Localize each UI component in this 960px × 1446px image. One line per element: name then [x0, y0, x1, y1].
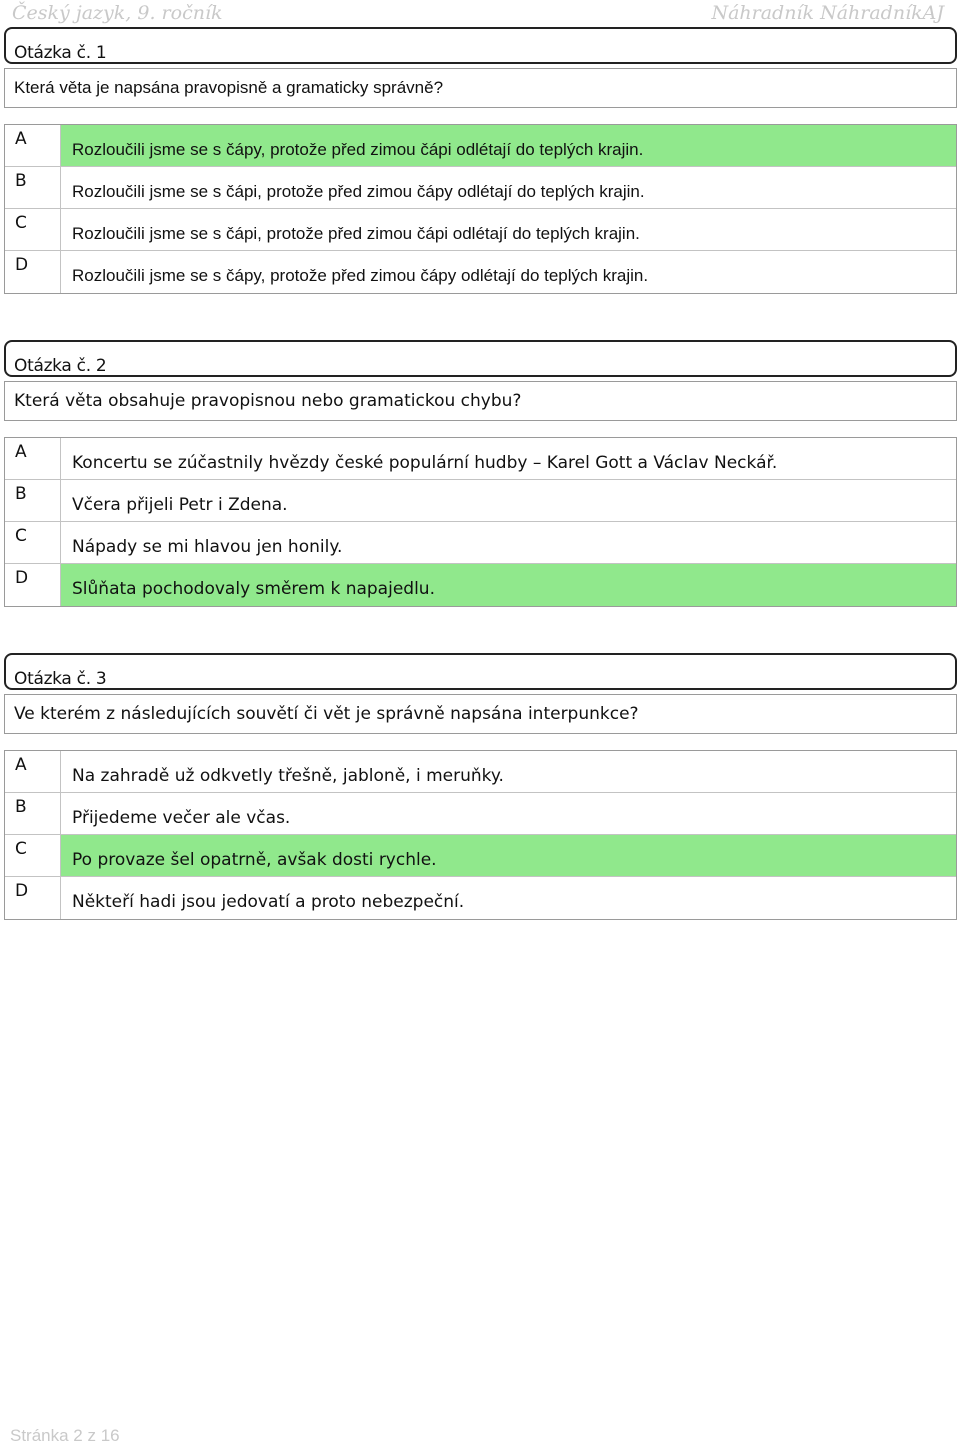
question-2	[4, 340, 957, 607]
answer-text: Někteří hadi jsou jedovatí a proto nebezpeční.	[72, 892, 465, 912]
question-title-box	[4, 27, 957, 64]
answer-text: Rozloučili jsme se s čápy, protože před zimou čápy odlétají do teplých krajin.	[72, 266, 649, 285]
answer-letter: C	[5, 835, 61, 876]
answer-letter: C	[5, 209, 61, 250]
header-author: Náhradník NáhradníkAJ	[711, 2, 944, 24]
answer-row-b[interactable]	[5, 480, 956, 522]
answer-row-c[interactable]	[5, 835, 956, 877]
emphasis-contains: obsahuje	[108, 391, 186, 411]
page-header	[0, 0, 960, 26]
answer-table	[4, 124, 957, 294]
answer-letter: D	[5, 877, 61, 919]
answer-text: Koncertu se zúčastnily hvězdy české populární hudby – Karel Gott a Václav Neckář.	[72, 453, 778, 473]
answer-letter: B	[5, 167, 61, 208]
question-1	[4, 27, 957, 294]
answer-row-d[interactable]	[5, 251, 956, 293]
answer-letter: D	[5, 251, 61, 293]
question-title: Otázka č. 3	[14, 669, 107, 689]
answer-letter: B	[5, 480, 61, 521]
answer-text: Včera přijeli Petr i Zdena.	[72, 495, 288, 515]
answer-text: Slůňata pochodovaly směrem k napajedlu.	[61, 564, 956, 606]
question-title: Otázka č. 2	[14, 356, 107, 376]
answer-row-c[interactable]	[5, 522, 956, 564]
answer-letter: C	[5, 522, 61, 563]
answer-text: Rozloučili jsme se s čápy, protože před zimou čápi odlétají do teplých krajin.	[61, 125, 956, 166]
answer-row-d[interactable]	[5, 877, 956, 919]
answer-text: Na zahradě už odkvetly třešně, jabloně, i meruňky.	[72, 766, 504, 786]
page-number: Stránka 2 z 16	[10, 1426, 120, 1445]
question-text-box	[4, 381, 957, 421]
answer-text: Rozloučili jsme se s čápi, protože před zimou čápy odlétají do teplých krajin.	[72, 182, 645, 201]
answer-text: Po provaze šel opatrně, avšak dosti rychle.	[61, 835, 956, 876]
answer-row-b[interactable]	[5, 167, 956, 209]
question-text-box	[4, 68, 957, 108]
answer-letter: A	[5, 751, 61, 792]
answer-row-a[interactable]	[5, 125, 956, 167]
answer-text: Rozloučili jsme se s čápi, protože před zimou čápi odlétají do teplých krajin.	[72, 224, 640, 243]
answer-row-a[interactable]	[5, 438, 956, 480]
header-subject: Český jazyk, 9. ročník	[12, 2, 223, 24]
question-text: Která věta je napsána pravopisně a gramaticky správně?	[14, 78, 444, 97]
answer-row-b[interactable]	[5, 793, 956, 835]
question-text-box	[4, 694, 957, 734]
answer-table	[4, 437, 957, 607]
answer-letter: A	[5, 125, 61, 166]
answer-row-d[interactable]	[5, 564, 956, 606]
answer-row-a[interactable]	[5, 751, 956, 793]
question-text: Která věta obsahuje pravopisnou nebo gramatickou chybu?	[14, 391, 522, 411]
answer-text: Přijedeme večer ale včas.	[72, 808, 291, 828]
question-title: Otázka č. 1	[14, 43, 107, 63]
answer-table	[4, 750, 957, 920]
emphasis-error: chybu	[460, 391, 513, 411]
answer-letter: D	[5, 564, 61, 606]
answer-row-c[interactable]	[5, 209, 956, 251]
question-3	[4, 653, 957, 920]
answer-letter: B	[5, 793, 61, 834]
question-title-box	[4, 340, 957, 377]
question-text: Ve kterém z následujících souvětí či vět je správně napsána interpunkce?	[14, 704, 639, 724]
question-title-box	[4, 653, 957, 690]
answer-text: Nápady se mi hlavou jen honily.	[72, 537, 343, 557]
answer-letter: A	[5, 438, 61, 479]
